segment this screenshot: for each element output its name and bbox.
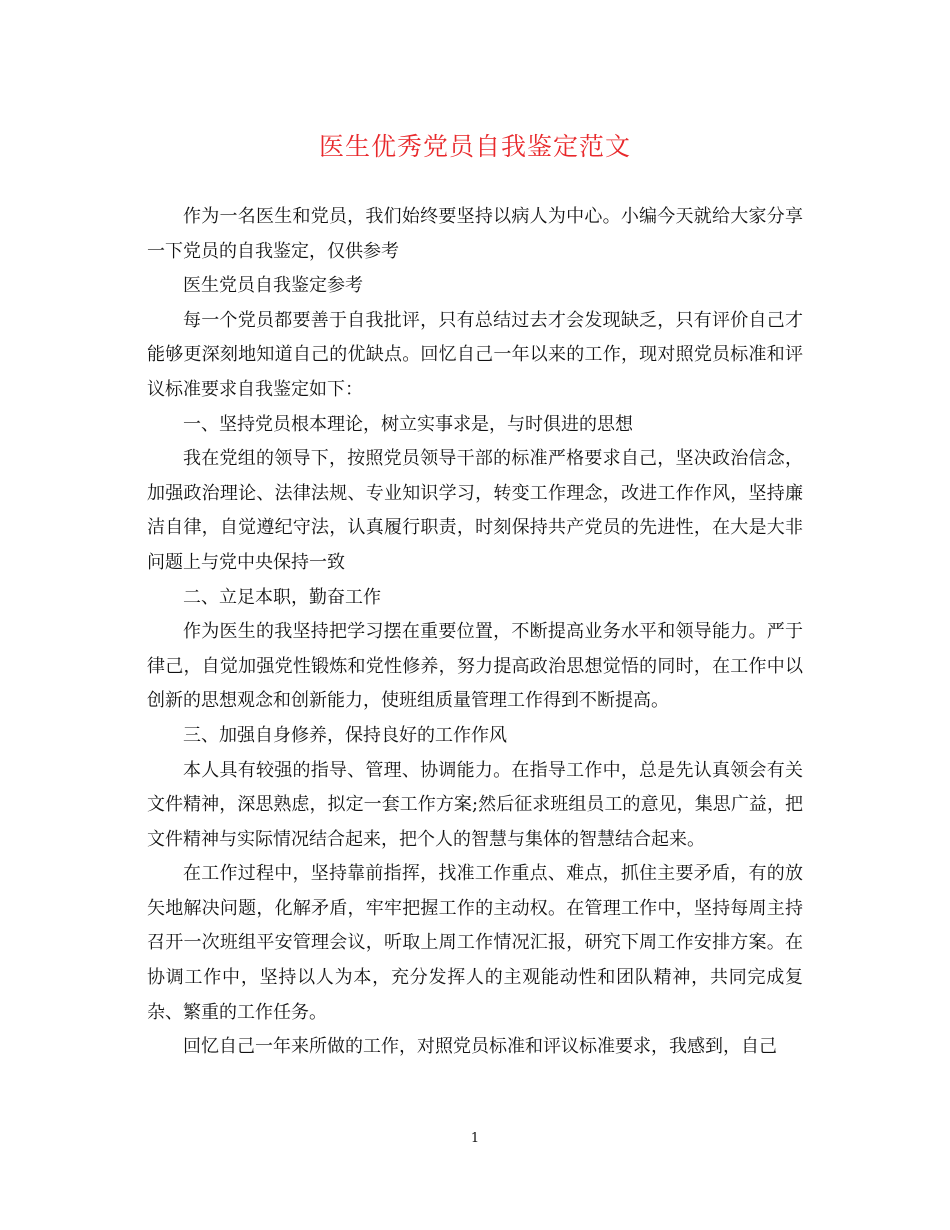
- section-heading-two: 二、立足本职，勤奋工作: [183, 586, 381, 608]
- document-body: [147, 200, 803, 1065]
- paragraph-section-one: 我在党组的领导下，按照党员领导干部的标准严格要求自己，坚决政治信念，加强政治理论、法律法规、专业知识学习，转变工作理念，改进工作作风，坚持廉洁自律，自觉遵纪守法，认真履行职责，时刻保持共产党员的先进性，在大是大非问题上与党中央保持一致: [147, 448, 803, 573]
- paragraph-review: 回忆自己一年来所做的工作，对照党员标准和评议标准要求，我感到，自己: [183, 1036, 777, 1058]
- section-heading-one: 一、坚持党员根本理论，树立实事求是，与时俱进的思想: [183, 413, 633, 435]
- paragraph-section-two: 作为医生的我坚持把学习摆在重要位置，不断提高业务水平和领导能力。严于律己，自觉加强党性锻炼和党性修养，努力提高政治思想觉悟的同时，在工作中以创新的思想观念和创新能力，使班组质量管理工作得到不断提高。: [147, 621, 803, 712]
- paragraph-self-criticism: 每一个党员都要善于自我批评，只有总结过去才会发现缺乏，只有评价自己才能够更深刻地知道自己的优缺点。回忆自己一年以来的工作，现对照党员标准和评议标准要求自我鉴定如下：: [147, 309, 803, 400]
- document-title: 医生优秀党员自我鉴定范文: [318, 132, 631, 161]
- paragraph-section-three-b: 在工作过程中，坚持靠前指挥，找准工作重点、难点，抓住主要矛盾，有的放矢地解决问题，化解矛盾，牢牢把握工作的主动权。在管理工作中，坚持每周主持召开一次班组平安管理会议，听取上周工作情况汇报，研究下周工作安排方案。在协调工作中，坚持以人为本，充分发挥人的主观能动性和团队精神，共同完成复杂、繁重的工作任务。: [147, 863, 803, 1023]
- section-heading-three: 三、加强自身修养，保持良好的工作作风: [183, 724, 507, 746]
- paragraph-section-three-a: 本人具有较强的指导、管理、协调能力。在指导工作中，总是先认真领会有关文件精神，深思熟虑，拟定一套工作方案;然后征求班组员工的意见，集思广益，把文件精神与实际情况结合起来，把个人的智慧与集体的智慧结合起来。: [147, 759, 803, 850]
- page-number: 1: [470, 1131, 480, 1146]
- paragraph-intro: 作为一名医生和党员，我们始终要坚持以病人为中心。小编今天就给大家分享一下党员的自我鉴定，仅供参考: [147, 206, 803, 262]
- paragraph-subtitle: 医生党员自我鉴定参考: [183, 275, 363, 297]
